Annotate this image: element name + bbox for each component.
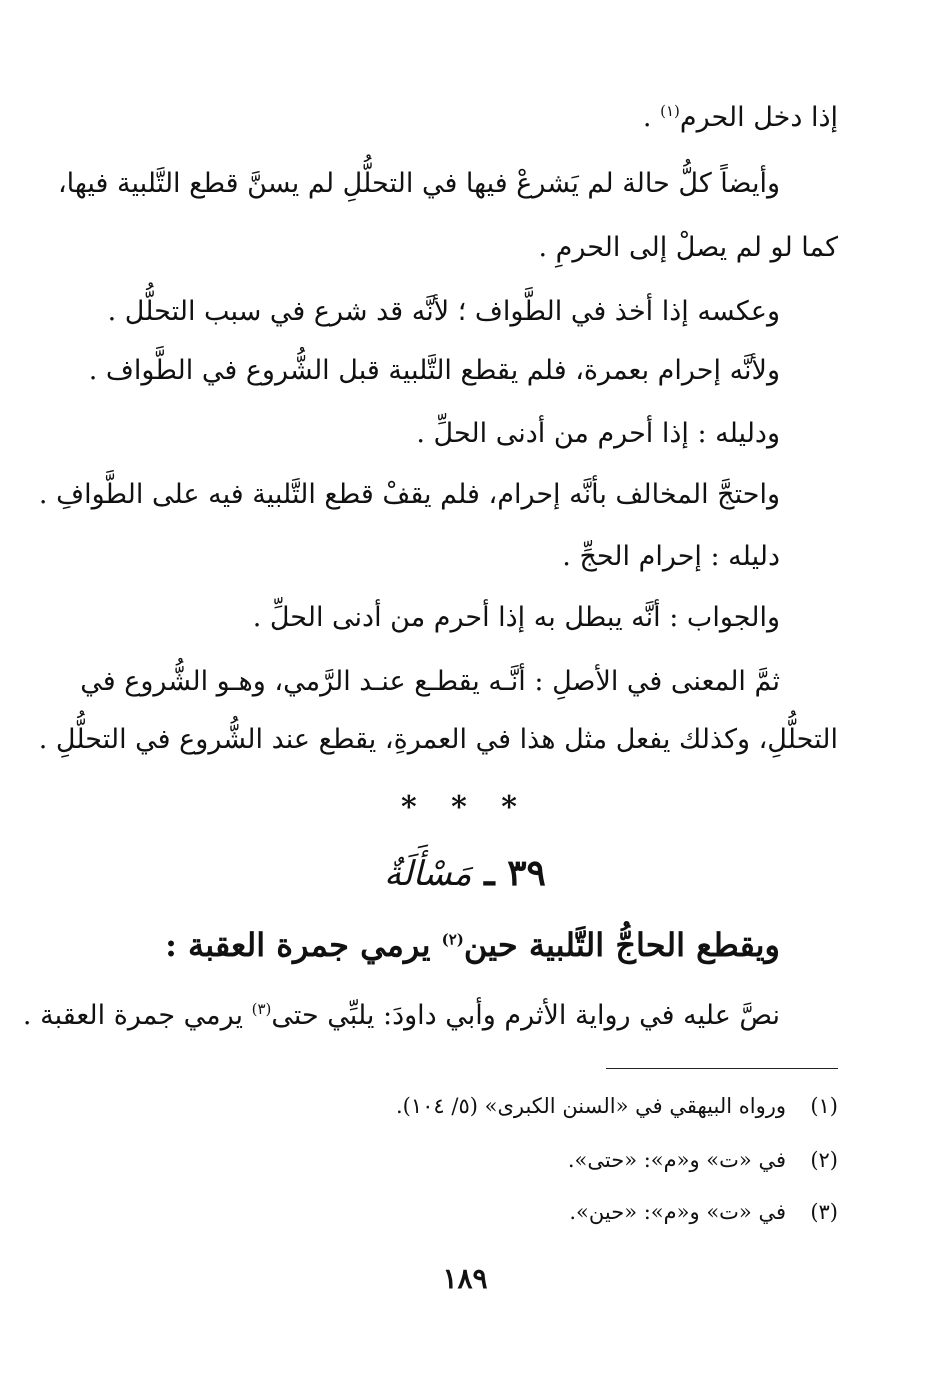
footnote-1 xyxy=(396,1094,838,1118)
text-line-3: كما لو لم يصلْ إلى الحرمِ . xyxy=(538,232,838,263)
footnote-number: (٢) xyxy=(810,1148,838,1172)
section-divider-stars: * * * xyxy=(401,790,529,825)
text-line-6: ودليله : إذا أحرم من أدنى الحلِّ . xyxy=(416,418,780,449)
title-segment: ويقطع الحاجُّ التَّلبية حين xyxy=(463,926,780,964)
page-number: ١٨٩ xyxy=(442,1262,488,1295)
footnote-3 xyxy=(569,1200,838,1224)
text-line-1 xyxy=(643,98,838,138)
text-line-9: والجواب : أنَّه يبطل به إذا أحرم من أدنى الحلِّ . xyxy=(252,602,780,633)
text-segment: يرمي جمرة العقبة . xyxy=(22,1000,252,1031)
footnote-separator xyxy=(606,1068,838,1069)
footnote-ref-1: (١) xyxy=(660,102,680,120)
text-line-7: واحتجَّ المخالف بأنَّه إحرام، فلم يقفْ قطع التَّلبية فيه على الطَّوافِ . xyxy=(38,479,780,510)
text-line-11: التحلُّلِ، وكذلك يفعل مثل هذا في العمرةِ، يقطع عند الشُّروع في التحلُّلِ . xyxy=(38,724,838,755)
footnote-2 xyxy=(568,1148,838,1172)
section-dash: ـ xyxy=(471,852,508,894)
text-segment: نصَّ عليه في رواية الأثرم وأبي داودَ: يلبِّي حتى xyxy=(271,1000,780,1031)
footnote-ref-2: (٢) xyxy=(441,930,464,949)
footnote-number: (٣) xyxy=(810,1200,838,1224)
section-number: ٣٩ xyxy=(507,852,546,894)
section-heading-word: مَسْأَلَةٌ xyxy=(384,854,472,894)
footnote-ref-3: (٣) xyxy=(251,1000,272,1018)
footnote-text: في «ت» و«م»: «حتى». xyxy=(567,1148,786,1172)
section-title xyxy=(165,926,780,964)
text-line-4: وعكسه إذا أخذ في الطَّواف ؛ لأنَّه قد شرع في سبب التحلُّل . xyxy=(107,296,780,327)
text-line-10: ثمَّ المعنى في الأصلِ : أنَّـه يقطـع عنـد الرَّمي، وهـو الشُّروع في xyxy=(80,666,780,697)
footnote-number: (١) xyxy=(810,1094,838,1118)
text-line-8: دليله : إحرام الحجِّ . xyxy=(562,541,780,572)
text-segment: إذا دخل الحرم xyxy=(679,102,838,133)
text-segment: . xyxy=(642,102,661,133)
section-heading xyxy=(0,852,930,894)
text-line-2: وأيضاً كلُّ حالة لم يَشرعْ فيها في التحلُّلِ لم يسنَّ قطع التَّلبية فيها، xyxy=(57,168,780,199)
text-line-12 xyxy=(23,996,780,1036)
text-line-5: ولأنَّه إحرام بعمرة، فلم يقطع التَّلبية قبل الشُّروع في الطَّواف . xyxy=(88,355,780,386)
footnote-text: ورواه البيهقي في «السنن الكبرى» (٥/ ١٠٤). xyxy=(395,1094,786,1118)
title-segment: يرمي جمرة العقبة : xyxy=(165,926,442,964)
footnote-text: في «ت» و«م»: «حين». xyxy=(569,1200,786,1224)
